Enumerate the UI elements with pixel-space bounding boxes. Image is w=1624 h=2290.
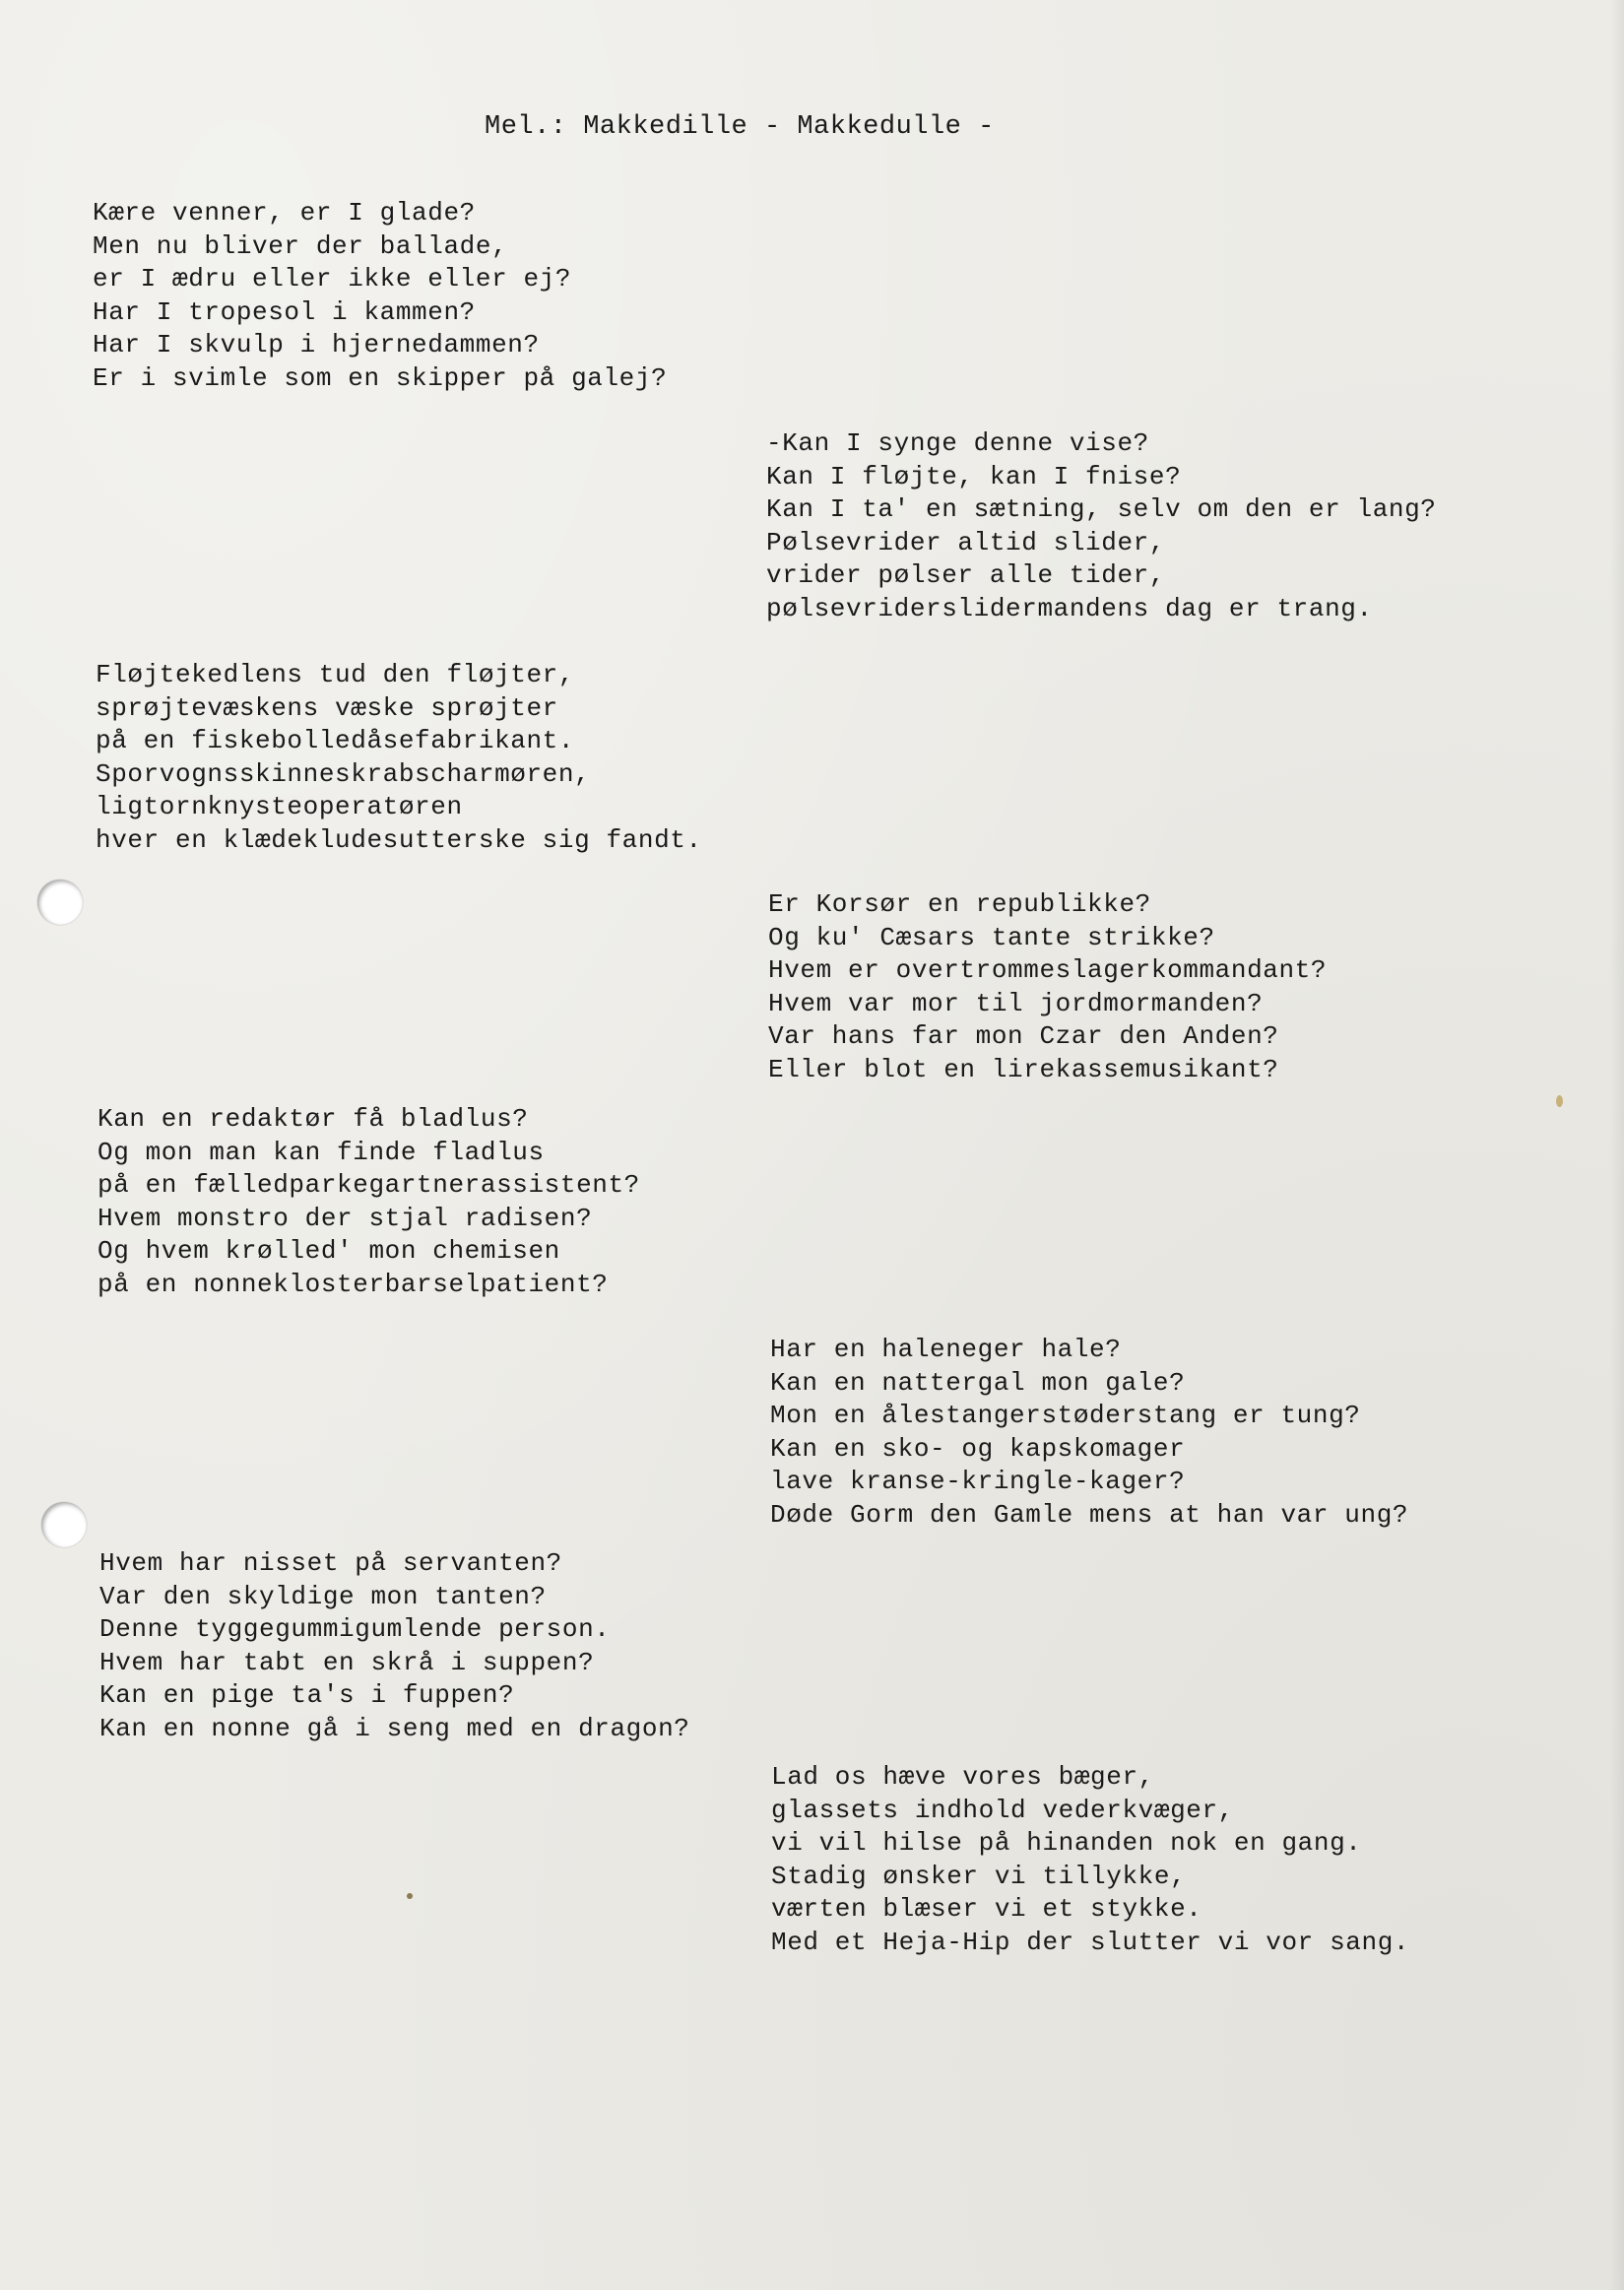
verse-line: på en nonneklosterbarselpatient? [97, 1269, 609, 1299]
verse-line: vrider pølser alle tider, [766, 560, 1166, 590]
verse-line: værten blæser vi et stykke. [771, 1894, 1202, 1924]
verse-line: Kan en nattergal mon gale? [770, 1367, 1186, 1398]
verse-line: vi vil hilse på hinanden nok en gang. [771, 1828, 1362, 1858]
stanza-4 [768, 888, 1327, 1086]
verse-line: Hvem monstro der stjal radisen? [97, 1203, 593, 1233]
verse-line: Fløjtekedlens tud den fløjter, [96, 660, 575, 689]
verse-line: Døde Gorm den Gamle mens at han var ung? [770, 1499, 1409, 1530]
verse-line: Hvem er overtrommeslagerkommandant? [768, 955, 1328, 985]
verse-line: Og mon man kan finde fladlus [97, 1137, 545, 1167]
paper-edge-shadow [1610, 0, 1624, 2290]
verse-line: Kan I fløjte, kan I fnise? [766, 461, 1182, 491]
verse-line: på en fælledparkegartnerassistent? [97, 1170, 640, 1200]
stanza-8 [771, 1761, 1409, 1959]
verse-line: Har I tropesol i kammen? [93, 296, 476, 327]
paper-speck [1556, 1095, 1563, 1107]
verse-line: pølsevriderslidermandens dag er trang. [766, 593, 1373, 623]
verse-line: Er Korsør en republikke? [768, 889, 1151, 919]
stanza-3 [96, 659, 702, 857]
stanza-6 [770, 1334, 1408, 1532]
stanza-1 [93, 197, 667, 395]
verse-line: Hvem har nisset på servanten? [99, 1548, 562, 1578]
verse-line: Kan en sko- og kapskomager [770, 1433, 1186, 1464]
verse-line: Hvem var mor til jordmormanden? [768, 988, 1264, 1018]
verse-line: Denne tyggegummigumlende person. [99, 1614, 611, 1644]
verse-line: Kan I ta' en sætning, selv om den er lang? [766, 494, 1437, 524]
verse-line: Var hans far mon Czar den Anden? [768, 1021, 1279, 1051]
verse-line: Eller blot en lirekassemusikant? [768, 1054, 1279, 1084]
melody-heading: Mel.: Makkedille - Makkedulle - [485, 112, 995, 142]
verse-line: på en fiskebolledåsefabrikant. [96, 726, 575, 755]
verse-line: Sporvognsskinneskrabscharmøren, [96, 758, 591, 789]
verse-line: Mon en ålestangerstøderstang er tung? [770, 1401, 1361, 1430]
paper-speck [407, 1893, 413, 1899]
verse-line: -Kan I synge denne vise? [766, 428, 1149, 458]
verse-line: Var den skyldige mon tanten? [99, 1581, 547, 1611]
punch-hole-bottom [41, 1502, 87, 1547]
verse-line: Har en haleneger hale? [770, 1335, 1122, 1364]
verse-line: Pølsevrider altid slider, [766, 527, 1166, 557]
verse-line: Kan en redaktør få bladlus? [97, 1104, 529, 1134]
verse-line: lave kranse-kringle-kager? [770, 1467, 1186, 1496]
verse-line: Er i svimle som en skipper på galej? [93, 362, 668, 393]
verse-line: Kan en pige ta's i fuppen? [99, 1680, 515, 1710]
verse-line: hver en klædekludesutterske sig fandt. [96, 824, 702, 855]
verse-line: Og hvem krølled' mon chemisen [97, 1236, 560, 1266]
stanza-5 [97, 1103, 640, 1301]
verse-line: Stadig ønsker vi tillykke, [771, 1861, 1187, 1891]
verse-line: Hvem har tabt en skrå i suppen? [99, 1647, 595, 1677]
verse-line: er I ædru eller ikke eller ej? [93, 264, 572, 294]
stanza-2 [766, 427, 1437, 625]
stanza-7 [99, 1547, 690, 1745]
verse-line: glassets indhold vederkvæger, [771, 1795, 1234, 1825]
punch-hole-top [37, 880, 83, 925]
verse-line: Kan en nonne gå i seng med en dragon? [99, 1713, 690, 1743]
verse-line: Med et Heja-Hip der slutter vi vor sang. [771, 1927, 1410, 1957]
verse-line: Og ku' Cæsars tante strikke? [768, 922, 1215, 952]
verse-line: ligtornknysteoperatøren [96, 792, 463, 821]
verse-line: Men nu bliver der ballade, [93, 230, 508, 261]
verse-line: Lad os hæve vores bæger, [771, 1762, 1154, 1792]
verse-line: Kære venner, er I glade? [93, 198, 476, 228]
verse-line: sprøjtevæskens væske sprøjter [96, 692, 558, 723]
verse-line: Har I skvulp i hjernedammen? [93, 330, 540, 360]
